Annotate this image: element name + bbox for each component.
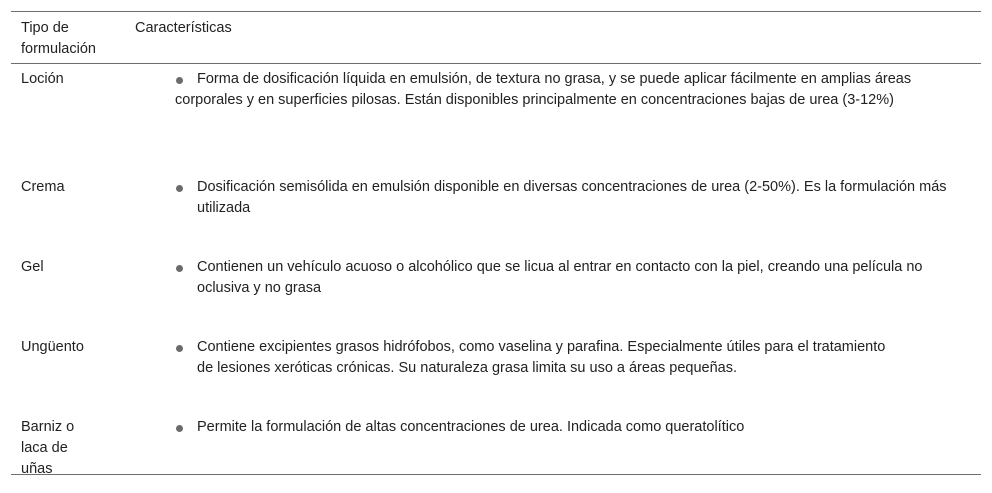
table-row	[11, 412, 981, 477]
table-row	[11, 64, 981, 172]
formulation-type-cell: Gel	[21, 259, 44, 275]
formulation-type-cell: Barniz o laca de uñas	[21, 419, 75, 477]
formulation-type-cell: Ungüento	[21, 339, 84, 355]
characteristics-cell: Dosificación semisólida en emulsión disponible en diversas concentraciones de urea (2-50%). Es la formulación más utilizada	[197, 179, 947, 216]
bullet-icon	[176, 345, 183, 352]
formulation-table	[11, 11, 981, 475]
formulation-type-cell: Loción	[21, 71, 64, 87]
bullet-icon	[176, 265, 183, 272]
table-row	[11, 172, 981, 252]
characteristics-cell: Forma de dosificación líquida en emulsión, de textura no grasa, y se puede aplicar fácilmente en amplias áreas corporales y en superficies pilosas. Están disponibles principalmente en concentraciones bajas de urea (3-12%)	[175, 71, 912, 108]
table-row	[11, 252, 981, 332]
characteristics-cell: Permite la formulación de altas concentraciones de urea. Indicada como queratolítico	[197, 419, 745, 435]
header-characteristics: Características	[135, 20, 232, 36]
formulation-type-cell: Crema	[21, 179, 65, 195]
characteristics-cell: Contiene excipientes grasos hidrófobos, como vaselina y parafina. Especialmente útiles para el tratamiento de lesiones xeróticas crónicas. Su naturaleza grasa limita su uso a áreas pequeñas.	[197, 339, 886, 376]
bullet-icon	[176, 425, 183, 432]
table-row	[11, 332, 981, 412]
header-formulation-type: Tipo de formulación	[21, 20, 96, 57]
characteristics-cell: Contienen un vehículo acuoso o alcohólico que se licua al entrar en contacto con la piel, creando una película no oclusiva y no grasa	[197, 259, 923, 296]
bullet-icon	[176, 185, 183, 192]
table-header-row	[11, 12, 981, 64]
